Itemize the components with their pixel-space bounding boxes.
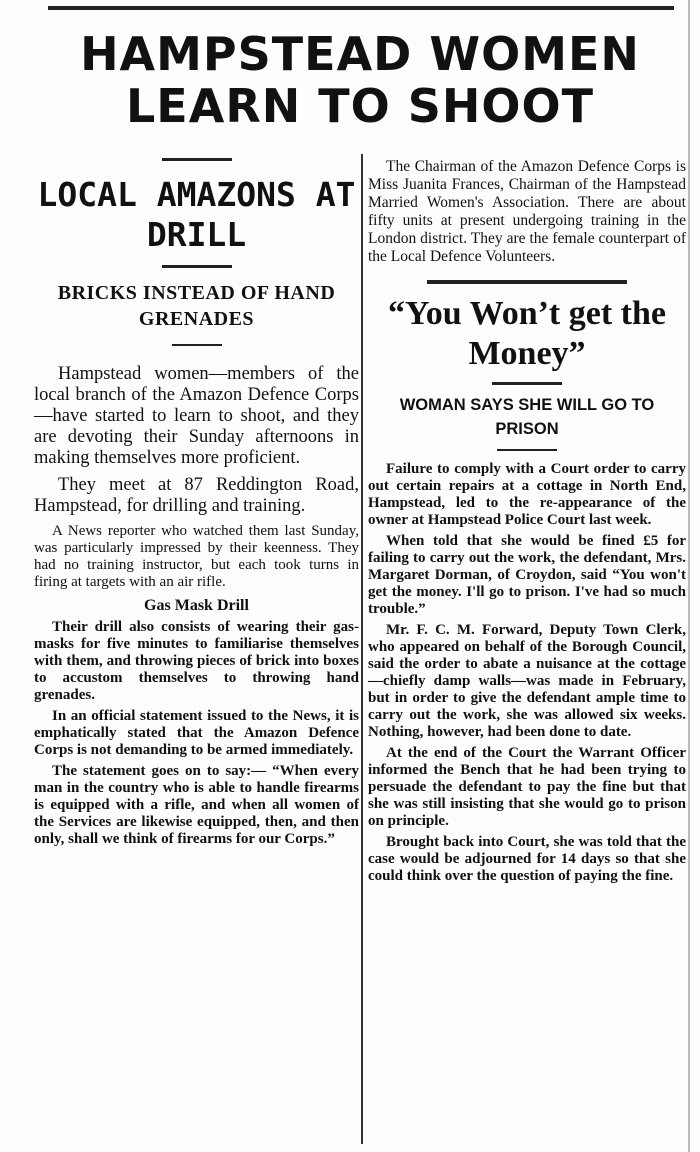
left-column [34, 158, 359, 852]
section-rule [427, 280, 627, 284]
body-paragraph: Brought back into Court, she was told that the case would be adjourned for 14 days so that she could think over the question of paying the fine. [368, 834, 686, 884]
body-paragraph: Failure to comply with a Court order to carry out certain repairs at a cottage in North End, Hampstead, led to the re-appearance of the owner at Hampstead Police Court last week. [368, 461, 686, 528]
crosshead: Gas Mask Drill [144, 597, 249, 614]
short-rule [162, 158, 232, 161]
article-deck: BRICKS INSTEAD OF HAND GRENADES [57, 282, 336, 330]
body-paragraph: Their drill also consists of wearing their gas-masks for five minutes to familiarise themselves with them, and throwing pieces of brick into boxes to accustom themselves to throwing hand grenades. [34, 619, 359, 703]
article-headline: “You Won’t get the Money” [388, 295, 666, 372]
lead-paragraph: Hampstead women—members of the local branch of the Amazon Defence Corps—have started to learn to shoot, and they are devoting their Sunday afternoons in making themselves more proficient. [34, 364, 359, 468]
short-rule [497, 449, 557, 451]
body-paragraph: A News reporter who watched them last Sunday, was particularly impressed by their keenness. They had no training instructor, but each took turns in firing at targets with an air rifle. [34, 523, 359, 590]
headline-line-1: HAMPSTEAD WOMEN [80, 27, 640, 81]
main-headline [40, 28, 680, 132]
short-rule [172, 344, 222, 346]
body-paragraph: Mr. F. C. M. Forward, Deputy Town Clerk, who appeared on behalf of the Borough Council, said the order to abate a nuisance at the cottage—chiefly damp walls—was made in February, but in order to give the defendant ample time to carry out the work, she was allowed six weeks. Nothing, however, had been done to date. [368, 622, 686, 740]
body-paragraph: The statement goes on to say:— “When every man in the country who is able to handle firearms is equipped with a rifle, and when all women of the Services are likewise equipped, then, and then only, shall we think of firearms for our Corps.” [34, 763, 359, 847]
body-paragraph: When told that she would be fined £5 for failing to carry out the work, the defendant, Mrs. Margaret Dorman, of Croydon, said “You won't get the money. I'll go to prison. I've had so much trouble.” [368, 533, 686, 617]
continued-paragraph: The Chairman of the Amazon Defence Corps is Miss Juanita Frances, Chairman of the Hampstead Married Women's Association. There are about fifty units at present undergoing training in the London district. They are the female counterpart of the Local Defence Volunteers. [368, 158, 686, 265]
column-divider [361, 154, 363, 1144]
top-rule [48, 6, 674, 10]
body-paragraph: In an official statement issued to the News, it is emphatically stated that the Amazon Defence Corps is not demanding to be armed immediately. [34, 708, 359, 758]
short-rule [492, 382, 562, 385]
body-paragraph: At the end of the Court the Warrant Officer informed the Bench that he had been trying to persuade the defendant to pay the fine but that she was still insisting that she would go to prison on principle. [368, 745, 686, 829]
article-deck: WOMAN SAYS SHE WILL GO TO PRISON [399, 396, 655, 438]
page-edge [688, 0, 690, 1152]
headline-line-2: LEARN TO SHOOT [126, 79, 594, 133]
short-rule [162, 265, 232, 268]
article-subheadline: LOCAL AMAZONS AT DRILL [37, 175, 356, 254]
right-column [368, 158, 686, 889]
lead-paragraph: They meet at 87 Reddington Road, Hampstead, for drilling and training. [34, 475, 359, 516]
